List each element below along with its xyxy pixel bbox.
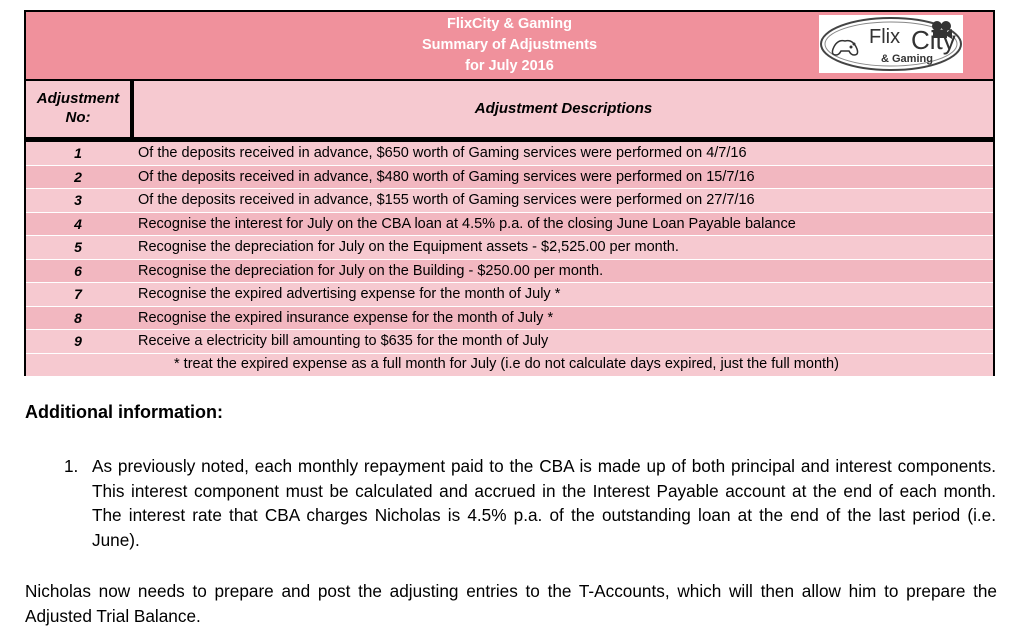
- row-description: Recognise the depreciation for July on the Equipment assets - $2,525.00 per month.: [138, 239, 679, 255]
- table-row: [26, 307, 993, 331]
- row-description: Of the deposits received in advance, $480 worth of Gaming services were performed on 15/7/16: [138, 168, 755, 185]
- logo-text-flix: Flix: [869, 26, 901, 48]
- flixcity-logo: [819, 15, 963, 73]
- row-description: Recognise the depreciation for July on the Building - $250.00 per month.: [138, 262, 604, 279]
- column-header-row: [26, 81, 993, 142]
- adjustment-rows: [26, 142, 993, 376]
- row-number: 7: [74, 286, 82, 302]
- table-row: [26, 330, 993, 354]
- adjustment-descriptions-header: Adjustment Descriptions: [474, 100, 653, 117]
- row-number: 9: [74, 333, 82, 349]
- row-description: Of the deposits received in advance, $155 worth of Gaming services were performed on 27/7/16: [138, 192, 755, 208]
- row-number: 5: [74, 239, 82, 255]
- table-row: [26, 236, 993, 260]
- report-title: Summary of Adjustments: [421, 37, 598, 53]
- row-number: 3: [74, 192, 82, 208]
- additional-info-heading: Additional information:: [25, 402, 223, 422]
- row-description: Of the deposits received in advance, $650 worth of Gaming services were performed on 4/7/16: [138, 145, 747, 161]
- additional-info-item: [64, 454, 996, 552]
- footnote-text: * treat the expired expense as a full month for July (i.e do not calculate days expired, just the full month): [174, 355, 839, 372]
- logo-text-gaming: & Gaming: [881, 53, 933, 65]
- title-band: [26, 12, 993, 81]
- row-description: Recognise the interest for July on the CBA loan at 4.5% p.a. of the closing June Loan Payable balance: [138, 215, 796, 232]
- row-number: 6: [74, 262, 82, 279]
- item-text: As previously noted, each monthly repayment paid to the CBA is made up of both principal and interest components. This interest component must be calculated and accrued in the Interest Payable account at the end of each month. The interest rate that CBA charges Nicholas is 4.5% p.a. of the outstanding loan at the end of the last period (i.e. June).: [92, 456, 996, 550]
- footnote-row: [26, 354, 993, 376]
- row-description: Receive a electricity bill amounting to $635 for the month of July: [138, 333, 549, 349]
- row-number: 4: [74, 215, 82, 232]
- table-row: [26, 142, 993, 166]
- row-description: Recognise the expired advertising expense for the month of July *: [138, 286, 561, 302]
- item-number: 1.: [64, 456, 79, 476]
- report-period: for July 2016: [465, 58, 554, 74]
- closing-paragraph: Nicholas now needs to prepare and post the adjusting entries to the T-Accounts, which will then allow him to prepare the Adjusted Trial Balance.: [25, 581, 997, 626]
- table-row: [26, 213, 993, 237]
- table-row: [26, 260, 993, 284]
- row-description: Recognise the expired insurance expense for the month of July *: [138, 309, 554, 326]
- row-number: 2: [74, 168, 82, 185]
- logo-text-city: City: [911, 25, 956, 55]
- table-row: [26, 283, 993, 307]
- company-name: FlixCity & Gaming: [447, 16, 572, 32]
- row-number: 8: [74, 309, 82, 326]
- adjustment-no-header: Adjustment No:: [36, 90, 120, 126]
- logo-graphic: [819, 15, 963, 73]
- adjustments-table: [24, 10, 995, 376]
- table-row: [26, 189, 993, 213]
- table-row: [26, 166, 993, 190]
- row-number: 1: [74, 145, 82, 161]
